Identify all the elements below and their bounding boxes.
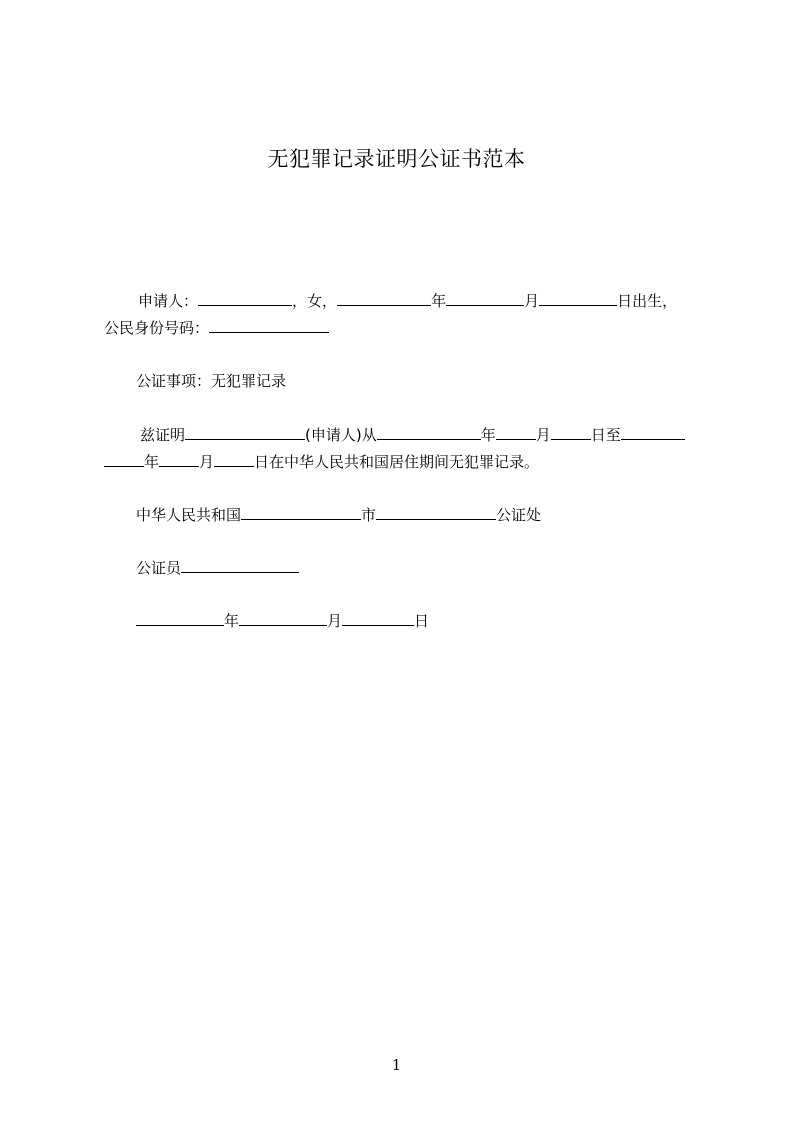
date-year-blank[interactable] bbox=[136, 611, 224, 626]
birth-month-label: 月 bbox=[524, 292, 540, 310]
matter-label: 公证事项： bbox=[136, 372, 212, 390]
notary-blank[interactable] bbox=[181, 558, 299, 573]
birth-day-blank[interactable] bbox=[539, 291, 617, 306]
to-year-label: 年 bbox=[144, 453, 160, 471]
birth-day-label: 日出生， bbox=[617, 292, 678, 310]
page-number: 1 bbox=[391, 1056, 402, 1074]
date-month-blank[interactable] bbox=[239, 611, 327, 626]
id-number-line bbox=[104, 318, 329, 338]
date-day-label: 日 bbox=[414, 612, 430, 630]
birth-month-blank[interactable] bbox=[446, 291, 524, 306]
from-year-label: 年 bbox=[480, 426, 496, 444]
to-year-blank-part2[interactable] bbox=[104, 452, 144, 467]
gender-prefix: ， bbox=[292, 292, 308, 310]
gender-value: 女 bbox=[307, 292, 323, 310]
from-month-label: 月 bbox=[535, 426, 551, 444]
certify-applicant: (申请人) bbox=[305, 426, 362, 444]
applicant-label: 申请人： bbox=[138, 292, 199, 310]
notary-label: 公证员 bbox=[136, 559, 182, 577]
to-month-label: 月 bbox=[199, 453, 215, 471]
matter-line bbox=[136, 371, 286, 391]
from-day-label: 日至 bbox=[590, 426, 621, 444]
to-year-blank-part1[interactable] bbox=[621, 425, 685, 440]
date-year-label: 年 bbox=[224, 612, 240, 630]
date-day-blank[interactable] bbox=[342, 611, 414, 626]
office-name: 公证处 bbox=[496, 506, 542, 524]
office-blank-2[interactable] bbox=[376, 505, 496, 520]
id-number-label: 公民身份号码： bbox=[104, 319, 210, 337]
office-country: 中华人民共和国 bbox=[136, 506, 242, 524]
birth-year-label: 年 bbox=[431, 292, 447, 310]
certify-from: 从 bbox=[361, 426, 377, 444]
from-day-blank[interactable] bbox=[551, 425, 591, 440]
office-blank-1[interactable] bbox=[241, 505, 361, 520]
certify-line-2 bbox=[104, 452, 539, 472]
document-title: 无犯罪记录证明公证书范本 bbox=[267, 147, 526, 171]
from-year-blank[interactable] bbox=[377, 425, 481, 440]
date-month-label: 月 bbox=[327, 612, 343, 630]
from-month-blank[interactable] bbox=[496, 425, 536, 440]
to-month-blank[interactable] bbox=[159, 452, 199, 467]
applicant-line bbox=[138, 291, 677, 311]
gender-suffix: ， bbox=[322, 292, 338, 310]
notary-line bbox=[136, 558, 299, 578]
matter-value: 无犯罪记录 bbox=[211, 372, 287, 390]
id-number-blank[interactable] bbox=[209, 318, 329, 333]
office-line bbox=[136, 505, 541, 525]
to-day-blank[interactable] bbox=[214, 452, 254, 467]
birth-year-blank[interactable] bbox=[337, 291, 431, 306]
certify-name-blank[interactable] bbox=[185, 425, 305, 440]
applicant-name-blank[interactable] bbox=[198, 291, 292, 306]
certify-line bbox=[140, 425, 685, 445]
date-line bbox=[136, 611, 429, 631]
office-city: 市 bbox=[361, 506, 377, 524]
certify-prefix: 兹证明 bbox=[140, 426, 186, 444]
certify-ending: 日在中华人民共和国居住期间无犯罪记录。 bbox=[254, 453, 540, 471]
